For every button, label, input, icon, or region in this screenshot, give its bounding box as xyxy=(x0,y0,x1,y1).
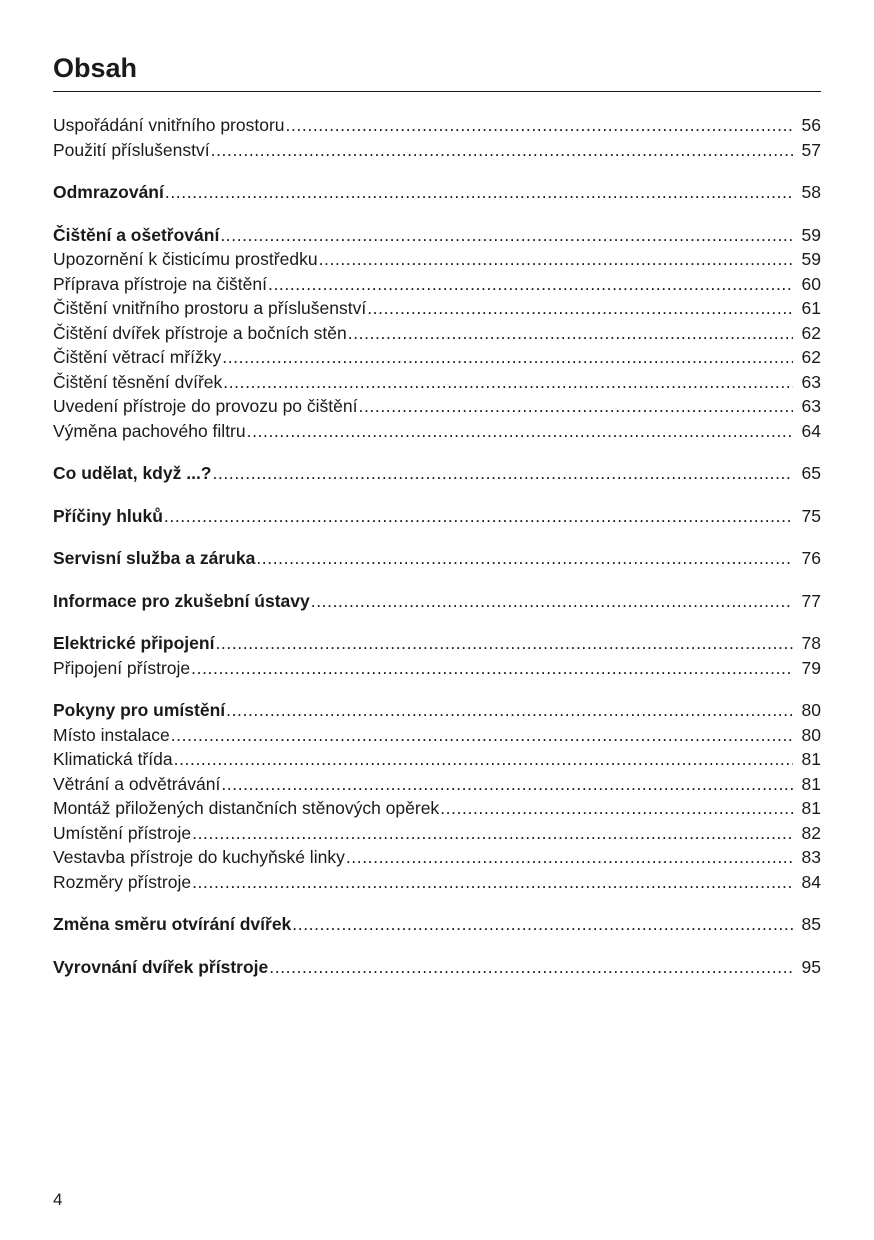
toc-entry-page-number: 75 xyxy=(801,505,821,526)
toc-entry-page-number: 81 xyxy=(801,798,821,818)
toc-entry-page-number: 59 xyxy=(801,224,821,245)
toc-section-entry[interactable] xyxy=(53,631,821,656)
toc-entry-label: Místo instalace xyxy=(53,724,170,745)
toc-entry-page-number: 81 xyxy=(801,773,821,794)
toc-entry-page-number: 64 xyxy=(801,420,821,441)
toc-entry-label: Pokyny pro umístění xyxy=(53,700,226,720)
toc-subsection-entry[interactable] xyxy=(53,345,821,370)
toc-subsection-entry[interactable] xyxy=(53,845,821,870)
toc-entry-label: Klimatická třída xyxy=(53,749,173,769)
toc-entry-label: Informace pro zkušební ústavy xyxy=(53,590,310,611)
toc-entry-label: Servisní služba a záruka xyxy=(53,548,256,568)
toc-section-entry[interactable] xyxy=(53,180,821,205)
toc-subsection-entry[interactable] xyxy=(53,138,821,163)
toc-entry-label: Rozměry přístroje xyxy=(53,871,192,892)
toc-entry-page-number: 63 xyxy=(801,396,821,416)
dot-leader xyxy=(213,461,794,486)
toc-entry-page-number: 62 xyxy=(801,322,821,343)
dot-leader xyxy=(220,223,793,248)
dot-leader xyxy=(215,631,793,656)
toc-entry-page-number: 78 xyxy=(801,633,821,653)
dot-leader xyxy=(164,504,793,529)
toc-entry-page-number: 57 xyxy=(801,139,821,160)
toc-entry-label: Odmrazování xyxy=(53,182,164,202)
toc-group xyxy=(53,180,821,205)
dot-leader xyxy=(221,772,793,797)
toc-entry-page-number: 56 xyxy=(801,115,821,135)
toc-entry-label: Čištění vnitřního prostoru a příslušenství xyxy=(53,298,367,318)
dot-leader xyxy=(268,272,793,297)
dot-leader xyxy=(311,589,793,614)
toc-entry-page-number: 77 xyxy=(801,590,821,611)
dot-leader xyxy=(367,296,793,321)
toc-subsection-entry[interactable] xyxy=(53,370,821,395)
toc-group xyxy=(53,546,821,571)
dot-leader xyxy=(440,796,793,821)
toc-subsection-entry[interactable] xyxy=(53,247,821,272)
toc-section-entry[interactable] xyxy=(53,912,821,937)
page-title: Obsah xyxy=(53,53,138,83)
toc-entry-label: Připojení přístroje xyxy=(53,657,191,678)
dot-leader xyxy=(269,955,793,980)
toc-entry-page-number: 76 xyxy=(801,548,821,568)
toc-entry-page-number: 80 xyxy=(801,724,821,745)
title-divider xyxy=(53,91,821,92)
dot-leader xyxy=(226,698,793,723)
toc-entry-page-number: 79 xyxy=(801,657,821,678)
toc-group xyxy=(53,955,821,980)
toc-entry-label: Výměna pachového filtru xyxy=(53,420,246,441)
dot-leader xyxy=(319,247,793,272)
dot-leader xyxy=(247,419,793,444)
toc-entry-label: Čištění dvířek přístroje a bočních stěn xyxy=(53,322,347,343)
toc-subsection-entry[interactable] xyxy=(53,113,821,138)
toc-group xyxy=(53,461,821,486)
dot-leader xyxy=(256,546,793,571)
dot-leader xyxy=(286,113,793,138)
toc-group xyxy=(53,113,821,162)
toc-entry-page-number: 82 xyxy=(801,822,821,843)
toc-entry-label: Čištění těsnění dvířek xyxy=(53,371,223,392)
toc-entry-label: Příprava přístroje na čištění xyxy=(53,273,267,294)
toc-subsection-entry[interactable] xyxy=(53,272,821,297)
toc-entry-label: Montáž přiložených distančních stěnových opěrek xyxy=(53,798,440,818)
dot-leader xyxy=(174,747,793,772)
toc-entry-page-number: 60 xyxy=(801,273,821,294)
dot-leader xyxy=(346,845,793,870)
toc-entry-page-number: 59 xyxy=(801,249,821,269)
toc-entry-label: Vestavba přístroje do kuchyňské linky xyxy=(53,847,345,867)
dot-leader xyxy=(348,321,793,346)
toc-entry-page-number: 84 xyxy=(801,871,821,892)
page-number: 4 xyxy=(53,1190,63,1209)
dot-leader xyxy=(192,870,793,895)
toc-entry-label: Změna směru otvírání dvířek xyxy=(53,914,292,934)
dot-leader xyxy=(171,723,793,748)
toc-entry-page-number: 81 xyxy=(801,749,821,769)
toc-entry-page-number: 95 xyxy=(801,956,821,977)
toc-section-entry[interactable] xyxy=(53,504,821,529)
toc-entry-page-number: 58 xyxy=(801,182,821,202)
toc-entry-label: Upozornění k čisticímu prostředku xyxy=(53,249,318,269)
dot-leader xyxy=(292,912,793,937)
toc-group xyxy=(53,504,821,529)
toc-subsection-entry[interactable] xyxy=(53,296,821,321)
toc-entry-label: Čištění a ošetřování xyxy=(53,224,220,245)
toc-section-entry[interactable] xyxy=(53,589,821,614)
toc-section-entry[interactable] xyxy=(53,698,821,723)
toc-entry-page-number: 62 xyxy=(801,347,821,367)
toc-subsection-entry[interactable] xyxy=(53,870,821,895)
toc-group xyxy=(53,698,821,894)
toc-entry-label: Co udělat, když ...? xyxy=(53,463,212,483)
toc-entry-label: Použití příslušenství xyxy=(53,139,210,160)
toc-entry-label: Čištění větrací mřížky xyxy=(53,347,222,367)
dot-leader xyxy=(223,370,793,395)
toc-entry-label: Umístění přístroje xyxy=(53,822,192,843)
toc-section-entry[interactable] xyxy=(53,223,821,248)
toc-subsection-entry[interactable] xyxy=(53,656,821,681)
dot-leader xyxy=(165,180,793,205)
toc-subsection-entry[interactable] xyxy=(53,723,821,748)
toc-subsection-entry[interactable] xyxy=(53,747,821,772)
toc-group xyxy=(53,631,821,680)
toc-entry-label: Elektrické připojení xyxy=(53,633,215,653)
dot-leader xyxy=(358,394,793,419)
toc-entry-label: Větrání a odvětrávání xyxy=(53,773,221,794)
toc-entry-page-number: 61 xyxy=(801,298,821,318)
toc-section-entry[interactable] xyxy=(53,955,821,980)
toc-group xyxy=(53,589,821,614)
toc-entry-page-number: 63 xyxy=(801,371,821,392)
toc-section-entry[interactable] xyxy=(53,461,821,486)
toc-subsection-entry[interactable] xyxy=(53,321,821,346)
toc-entry-label: Vyrovnání dvířek přístroje xyxy=(53,956,269,977)
toc-group xyxy=(53,912,821,937)
toc-subsection-entry[interactable] xyxy=(53,419,821,444)
toc-subsection-entry[interactable] xyxy=(53,796,821,821)
toc-subsection-entry[interactable] xyxy=(53,394,821,419)
toc-subsection-entry[interactable] xyxy=(53,821,821,846)
toc-entry-page-number: 83 xyxy=(801,847,821,867)
toc-entry-label: Uspořádání vnitřního prostoru xyxy=(53,115,285,135)
table-of-contents xyxy=(53,113,821,997)
toc-entry-page-number: 80 xyxy=(801,700,821,720)
dot-leader xyxy=(192,821,793,846)
toc-subsection-entry[interactable] xyxy=(53,772,821,797)
toc-entry-label: Uvedení přístroje do provozu po čištění xyxy=(53,396,358,416)
dot-leader xyxy=(222,345,793,370)
toc-entry-page-number: 65 xyxy=(801,463,821,483)
toc-group xyxy=(53,223,821,444)
toc-entry-page-number: 85 xyxy=(801,914,821,934)
toc-entry-label: Příčiny hluků xyxy=(53,505,163,526)
dot-leader xyxy=(191,656,793,681)
dot-leader xyxy=(211,138,793,163)
toc-section-entry[interactable] xyxy=(53,546,821,571)
